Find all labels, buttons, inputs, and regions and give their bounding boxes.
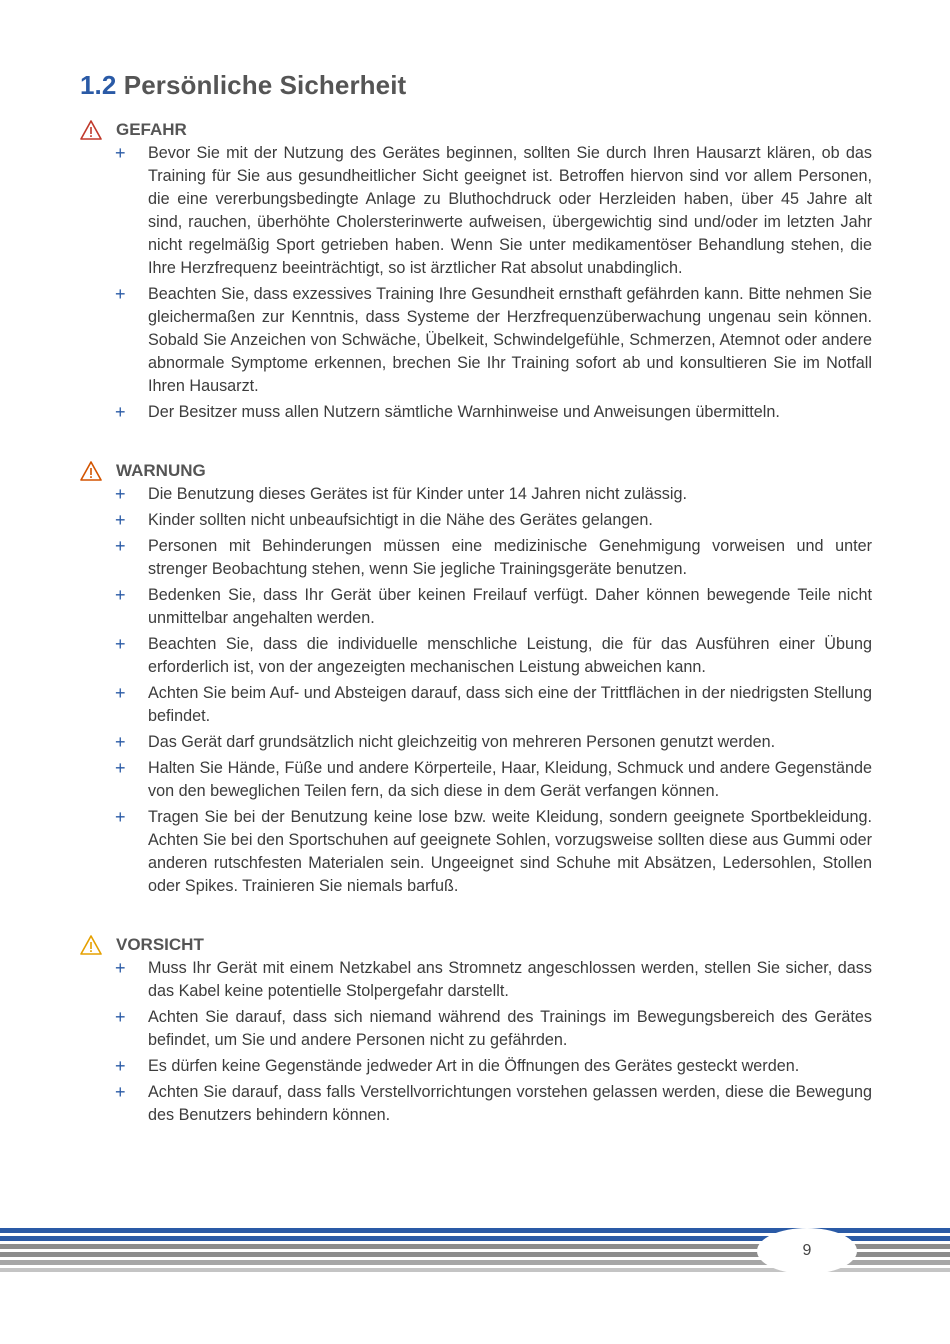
list-item [80, 142, 872, 280]
warning-section [80, 461, 872, 901]
plus-bullet-icon: + [115, 585, 126, 605]
plus-bullet-icon: + [115, 402, 126, 422]
caution-label: VORSICHT [116, 935, 204, 954]
item-text: Halten Sie Hände, Füße und andere Körperteile, Haar, Kleidung, Schmuck und andere Gegenstände von den beweglichen Teilen fern, da sich diese in dem Gerät verfangen können. [148, 759, 872, 800]
plus-bullet-icon: + [115, 732, 126, 752]
plus-bullet-icon: + [115, 510, 126, 530]
caution-heading [80, 935, 872, 957]
list-item [80, 483, 872, 506]
list-item [80, 401, 872, 424]
section-number: 1.2 [80, 70, 117, 100]
page-number: 9 [802, 1242, 812, 1259]
item-text: Achten Sie darauf, dass sich niemand während des Trainings im Bewegungsbereich des Gerätes befindet, um Sie und andere Personen nicht zu gefährden. [148, 1008, 872, 1049]
list-item [80, 806, 872, 898]
warning-label: WARNUNG [116, 461, 206, 480]
warning-heading [80, 461, 872, 483]
list-item [80, 1081, 872, 1127]
plus-bullet-icon: + [115, 484, 126, 504]
plus-bullet-icon: + [115, 536, 126, 556]
list-item [80, 731, 872, 754]
plus-bullet-icon: + [115, 143, 126, 163]
item-text: Tragen Sie bei der Benutzung keine lose bzw. weite Kleidung, sondern geeignete Sportbekleidung. Achten Sie bei den Sportschuhen auf geeignete Sohlen, vorzugsweise sollten diese aus Gummi oder anderen rutschfesten Materialen sein. Ungeeignet sind Schuhe mit Absätzen, Ledersohlen, Stollen oder Spikes. Trainieren Sie niemals barfuß. [148, 808, 872, 895]
list-item [80, 535, 872, 581]
danger-section [80, 120, 872, 427]
warning-triangle-icon [80, 119, 102, 141]
plus-bullet-icon: + [115, 1007, 126, 1027]
item-text: Die Benutzung dieses Gerätes ist für Kinder unter 14 Jahren nicht zulässig. [148, 485, 687, 503]
list-item [80, 682, 872, 728]
warning-triangle-icon [80, 934, 102, 956]
item-text: Beachten Sie, dass die individuelle menschliche Leistung, die für das Ausführen einer Übung erforderlich ist, von der angezeigten mechanischen Leistung abweichen kann. [148, 635, 872, 676]
list-item [80, 509, 872, 532]
list-item [80, 633, 872, 679]
list-item [80, 757, 872, 803]
item-text: Achten Sie darauf, dass falls Verstellvorrichtungen vorstehen gelassen werden, diese die Bewegung des Benutzers behindern können. [148, 1083, 872, 1124]
item-text: Bedenken Sie, dass Ihr Gerät über keinen Freilauf verfügt. Daher können bewegende Teile nicht unmittelbar angehalten werden. [148, 586, 872, 627]
item-text: Kinder sollten nicht unbeaufsichtigt in die Nähe des Gerätes gelangen. [148, 511, 653, 529]
item-text: Das Gerät darf grundsätzlich nicht gleichzeitig von mehreren Personen genutzt werden. [148, 733, 776, 751]
item-text: Muss Ihr Gerät mit einem Netzkabel ans Stromnetz angeschlossen werden, stellen Sie sicher, dass das Kabel keine potentielle Stolpergefahr darstellt. [148, 959, 872, 1000]
item-text: Personen mit Behinderungen müssen eine medizinische Genehmigung vorweisen und unter strenger Beobachtung stehen, wenn Sie jegliche Trainingsgeräte benutzen. [148, 537, 872, 578]
plus-bullet-icon: + [115, 958, 126, 978]
item-text: Der Besitzer muss allen Nutzern sämtliche Warnhinweise und Anweisungen übermitteln. [148, 403, 780, 421]
list-item [80, 283, 872, 398]
item-text: Achten Sie beim Auf- und Absteigen darauf, dass sich eine der Trittflächen in der niedrigsten Stellung befindet. [148, 684, 872, 725]
list-item [80, 1006, 872, 1052]
plus-bullet-icon: + [115, 807, 126, 827]
list-item [80, 957, 872, 1003]
danger-heading [80, 120, 872, 142]
caution-list [80, 957, 872, 1127]
danger-label: GEFAHR [116, 120, 187, 139]
warning-list [80, 483, 872, 898]
warning-triangle-icon [80, 460, 102, 482]
list-item [80, 1055, 872, 1078]
plus-bullet-icon: + [115, 634, 126, 654]
page-title [80, 70, 406, 101]
danger-list [80, 142, 872, 424]
item-text: Es dürfen keine Gegenstände jedweder Art in die Öffnungen des Gerätes gesteckt werden. [148, 1057, 800, 1075]
plus-bullet-icon: + [115, 683, 126, 703]
caution-section [80, 935, 872, 1130]
plus-bullet-icon: + [115, 758, 126, 778]
plus-bullet-icon: + [115, 1056, 126, 1076]
list-item [80, 584, 872, 630]
plus-bullet-icon: + [115, 1082, 126, 1102]
plus-bullet-icon: + [115, 284, 126, 304]
section-title: Persönliche Sicherheit [123, 70, 407, 100]
item-text: Beachten Sie, dass exzessives Training Ihre Gesundheit ernsthaft gefährden kann. Bitte nehmen Sie gleichermaßen zur Kenntnis, dass Systeme der Herzfrequenzüberwachung ungenau sein können. Sobald Sie Anzeichen von Schwäche, Übelkeit, Schwindelgefühle, Schmerzen, Atemnot oder andere abnormale Symptome erkennen, brechen Sie Ihr Training sofort ab und konsultieren Sie im Notfall Ihren Hausarzt. [148, 285, 872, 395]
item-text: Bevor Sie mit der Nutzung des Gerätes beginnen, sollten Sie durch Ihren Hausarzt klären, ob das Training für Sie aus gesundheitlicher Sicht geeignet ist. Betroffen hiervon sind vor allem Personen, die eine vererbungsbedingte Anlage zu Bluthochdruck oder Herzleiden haben, über 45 Jahre alt sind, rauchen, überhöhte Cholersterinwerte aufweisen, übergewichtig sind und/oder im letzten Jahr nicht regelmäßig Sport getrieben haben. Wenn Sie unter medikamentöser Behandlung stehen, die Ihre Herzfrequenz beeinträchtigt, so ist ärztlicher Rat absolut unabdinglich. [148, 144, 872, 277]
